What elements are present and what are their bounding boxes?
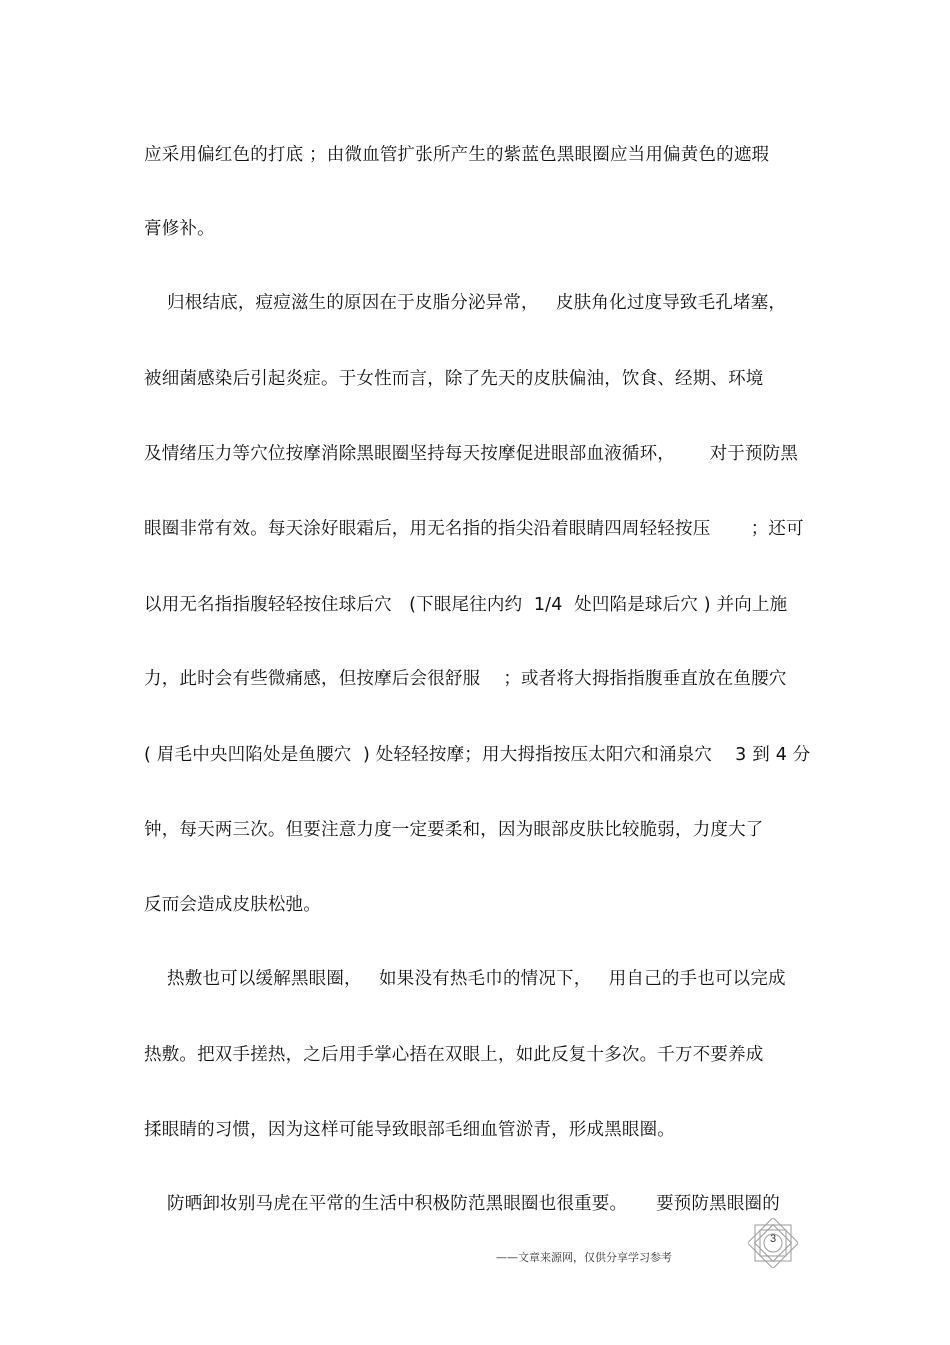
text-line: 钟，每天两三次。但要注意力度一定要柔和，因为眼部皮肤比较脆弱，力度大了 [144,820,764,840]
paragraph-start-line: 归根结底，痘痘滋生的原因在于皮脂分泌异常， 皮肤角化过度导致毛孔堵塞， [144,293,787,313]
text-line: 反而会造成皮肤松弛。 [144,895,321,915]
text-line: 以用无名指指腹轻轻按住球后穴 (下眼尾往内约 1/4 处凹陷是球后穴 ) 并向上施 [144,595,788,615]
text-line: 膏修补。 [144,219,215,239]
paragraph-start-line: 防晒卸妆别马虎在平常的生活中积极防范黑眼圈也很重要。 要预防黑眼圈的 [144,1194,780,1214]
text-line: 眼圈非常有效。每天涂好眼霜后，用无名指的指尖沿着眼睛四周轻轻按压 ；还可 [144,519,804,539]
page-number: 3 [769,1233,777,1245]
text-line: ( 眉毛中央凹陷处是鱼腰穴 ) 处轻轻按摩；用大拇指按压太阳穴和涌泉穴 3 到 4 分 [144,745,811,765]
paragraph-start-line: 热敷也可以缓解黑眼圈， 如果没有热毛巾的情况下， 用自己的手也可以完成 [144,969,786,989]
text-line: 力，此时会有些微痛感，但按摩后会很舒服 ；或者将大拇指指腹垂直放在鱼腰穴 [144,669,787,689]
footer-source-note: ——文章来源网，仅供分享学习参考 [496,1251,672,1264]
text-line: 应采用偏红色的打底 ；由微血管扩张所产生的紫蓝色黑眼圈应当用偏黄色的遮瑕 [144,145,770,165]
page-number-badge [748,1218,798,1268]
text-line: 热敷。把双手搓热，之后用手掌心捂在双眼上，如此反复十多次。千万不要养成 [144,1045,764,1065]
text-line: 被细菌感染后引起炎症。于女性而言，除了先天的皮肤偏油，饮食、经期、环境 [144,369,764,389]
text-line: 揉眼睛的习惯，因为这样可能导致眼部毛细血管淤青，形成黑眼圈。 [144,1120,675,1140]
text-line: 及情绪压力等穴位按摩消除黑眼圈坚持每天按摩促进眼部血液循环， 对于预防黑 [144,444,799,464]
